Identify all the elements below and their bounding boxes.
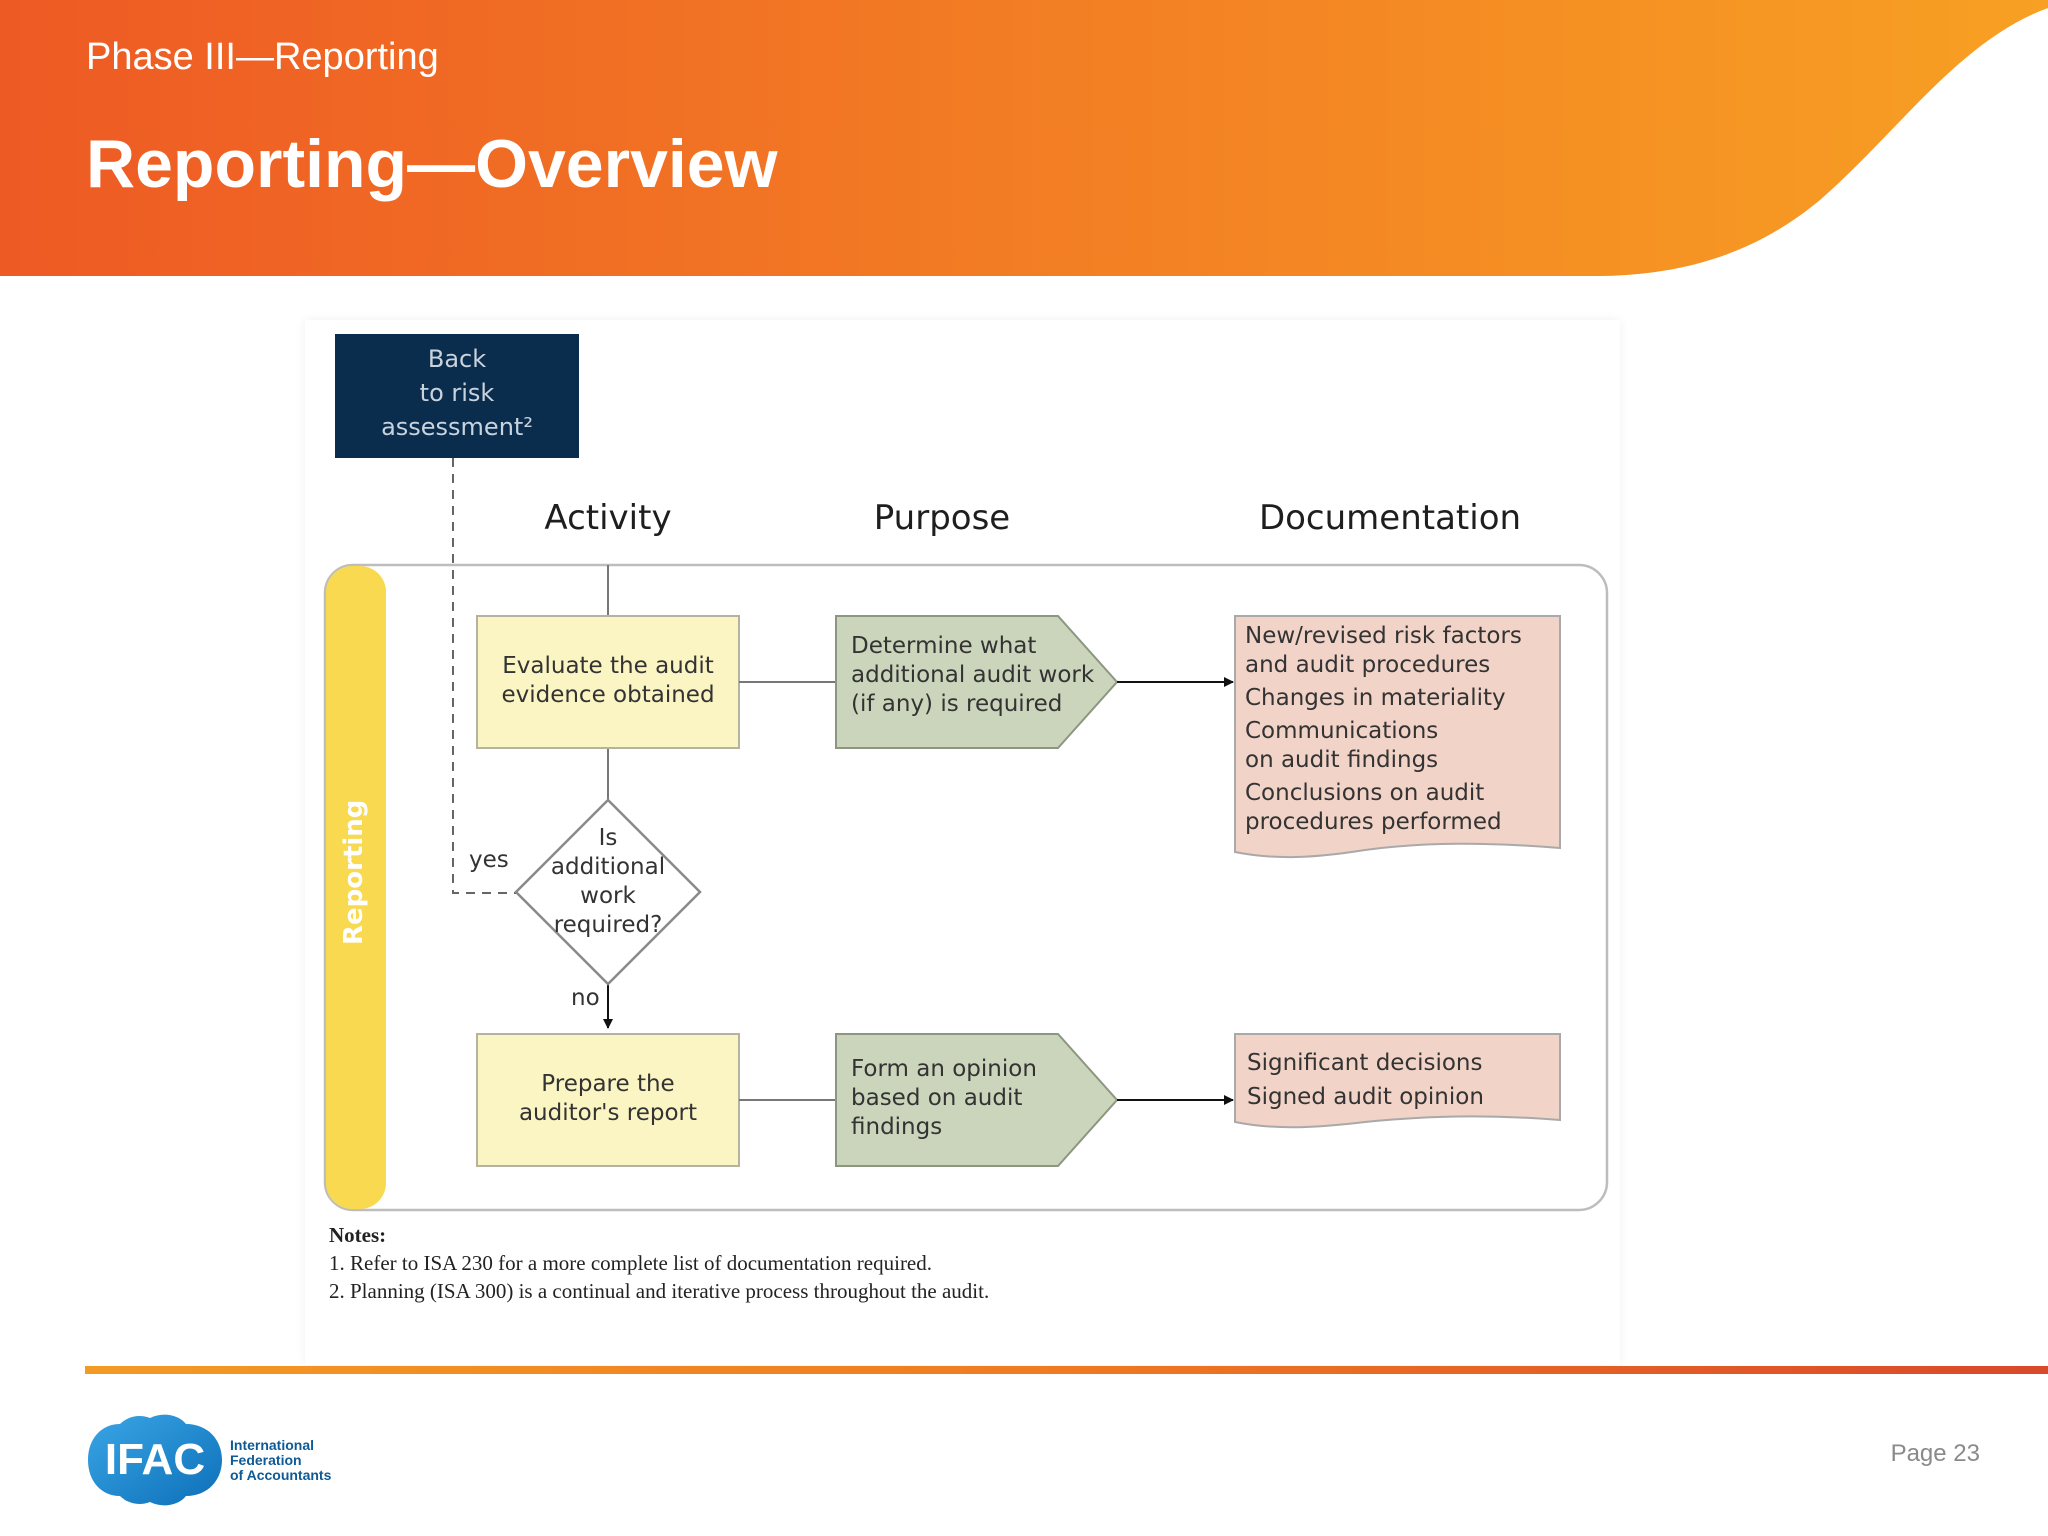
column-header-documentation: Documentation [1258,498,1522,538]
ifac-logo [82,1410,342,1515]
footer-divider [85,1366,2048,1374]
decision-line: work [580,883,636,909]
doc-item [1245,779,1522,837]
decision-line: Is [598,825,618,851]
decision-yes-label: yes [469,847,509,873]
doc-item-line: procedures performed [1245,809,1502,835]
flowchart-diagram [305,320,1620,1365]
ifac-org-line: International [230,1437,315,1453]
notes-label: Notes: [329,1223,387,1247]
purpose-line: based on audit [851,1085,1023,1111]
documentation-text-2 [1247,1046,1484,1114]
lane-label-reporting: Reporting [339,799,369,945]
column-header-purpose: Purpose [873,498,1011,538]
purpose-line: Form an opinion [851,1056,1037,1082]
activity-text-evaluate [477,652,739,710]
doc-item [1245,684,1522,713]
column-header-activity: Activity [544,498,672,538]
note-line: 2. Planning (ISA 300) is a continual and iterative process throughout the audit. [329,1279,990,1303]
ifac-logo-text: IFAC [104,1435,206,1484]
doc-item [1245,717,1522,775]
doc-item-line: on audit findings [1245,747,1439,773]
doc-item-line: Significant decisions [1247,1050,1483,1076]
back-box-line: Back [427,345,487,373]
doc-item-line: Communications [1245,718,1439,744]
purpose-line: (if any) is required [851,691,1063,717]
back-box-line: assessment² [381,413,533,441]
activity-line: Prepare the [541,1071,675,1097]
ifac-logo-graphic [82,1410,342,1510]
decision-text [523,824,693,940]
back-to-risk-text [335,342,579,444]
purpose-line: additional audit work [851,662,1095,688]
doc-item-line: New/revised risk factors [1245,623,1522,649]
ifac-org-line: Federation [230,1452,302,1468]
page-number: Page 23 [1890,1440,1980,1467]
purpose-line: findings [851,1114,943,1140]
decision-no-label: no [571,985,600,1011]
doc-item-line: Signed audit opinion [1247,1084,1484,1110]
doc-item-line: Conclusions on audit [1245,780,1485,806]
flowchart-graphics [305,320,1620,1365]
doc-item-line: Changes in materiality [1245,685,1506,711]
activity-text-prepare-report [477,1070,739,1128]
activity-line: auditor's report [518,1100,698,1126]
doc-item [1245,622,1522,680]
note-line: 1. Refer to ISA 230 for a more complete list of documentation required. [329,1251,933,1275]
purpose-text-opinion [851,1055,1037,1142]
ifac-org-line: of Accountants [230,1467,332,1483]
header-band [0,0,2048,280]
diagram-notes [329,1221,989,1305]
decision-line: required? [553,912,663,938]
decision-line: additional [550,854,666,880]
phase-subtitle: Phase III—Reporting [86,36,439,78]
documentation-text-1 [1245,622,1522,837]
activity-line: evidence obtained [501,682,715,708]
purpose-line: Determine what [851,633,1037,659]
back-box-line: to risk [419,379,495,407]
purpose-text-determine [851,632,1094,719]
activity-line: Evaluate the audit [502,653,714,679]
doc-item-line: and audit procedures [1245,652,1491,678]
page-title: Reporting—Overview [86,126,778,202]
